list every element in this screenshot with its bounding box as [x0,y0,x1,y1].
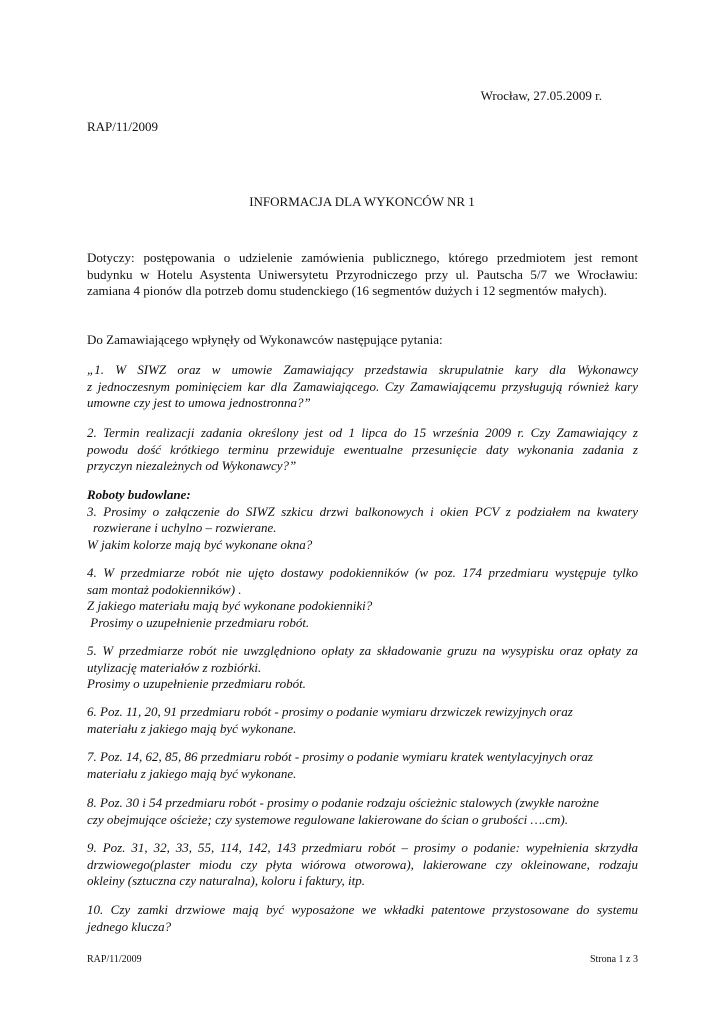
question-line: „1. W SIWZ oraz w umowie Zamawiający przedstawia skrupulatnie kary dla Wykonawcy [87,362,638,377]
subject-line: budynku w Hotelu Asystenta Uniwersytetu Przyrodniczego przy ul. Pautscha 5/7 we Wrocławiu: [87,266,638,282]
question-line: Z jakiego materiału mają być wykonane podokienniki? [87,598,373,613]
question-line: sam montaż podokienników) . [87,581,242,597]
question-line: utylizację materiałów z rozbiórki. [87,659,262,675]
question-2 [87,425,638,475]
question-line: 5. W przedmiarze robót nie uwzględniono opłaty za składowanie gruzu na wysypisku oraz opłaty za [87,643,638,658]
question-8 [87,795,638,828]
question-line: czy obejmujące ościeże; czy systemowe regulowane lakierowane do ścian o grubości ….cm). [87,811,569,827]
question-line: jednego klucza? [87,918,172,934]
question-line: 10. Czy zamki drzwiowe mają być wyposażone we wkładki patentowe przystosowane do systemu [87,902,638,917]
question-5 [87,643,638,693]
question-line: z jednoczesnym pominięciem kar dla Zamawiającego. Czy Zamawiającemu przysługują również kary [87,378,638,394]
question-line: materiału z jakiego mają być wykonane. [87,765,297,781]
question-line: W jakim kolorze mają być wykonane okna? [87,536,313,552]
question-line: rozwierane i uchylno – rozwierane. [93,520,277,535]
subject-line: Dotyczy: postępowania o udzielenie zamówienia publicznego, którego przedmiotem jest remont [87,250,638,265]
page-number: Strona 1 z 3 [589,954,638,965]
question-line: 9. Poz. 31, 32, 33, 55, 114, 142, 143 przedmiaru robót – prosimy o podanie: wypełnienia skrzydła [87,840,638,855]
document-title: INFORMACJA DLA WYKONCÓW NR 1 [249,194,475,209]
question-line: Prosimy o uzupełnienie przedmiaru robót. [87,614,310,630]
question-6 [87,704,638,737]
section-heading: Roboty budowlane: [87,487,191,502]
question-line: powodu dość krótkiego terminu przewiduje ewentualne przesunięcie daty wykonania zadania z [87,441,638,457]
question-1 [87,362,638,412]
question-7 [87,749,638,782]
question-3 [87,487,638,553]
question-line: Prosimy o uzupełnienie przedmiaru robót. [87,676,306,691]
question-9 [87,840,638,890]
question-line: okleiny (sztuczna czy naturalna), koloru i faktury, itp. [87,873,366,888]
question-line: przyczyn niezależnych od Wykonawcy?” [87,458,297,473]
subject-paragraph [87,250,638,300]
question-10 [87,902,638,935]
question-line: 4. W przedmiarze robót nie ujęto dostawy podokienników (w poz. 174 przedmiaru występuje tylko [87,565,638,580]
question-line: materiału z jakiego mają być wykonane. [87,720,297,736]
question-line: umowne czy jest to umowa jednostronna?” [87,395,311,410]
document-date: Wrocław, 27.05.2009 r. [480,88,602,103]
question-4 [87,565,638,631]
document-reference: RAP/11/2009 [87,119,159,134]
subject-line: zamiana 4 pionów dla potrzeb domu studenckiego (16 segmentów dużych i 12 segmentów małych). [87,283,607,298]
question-line: drzwiowego(plaster miodu czy płyta wiórowa otworowa), lakierowane czy okleinowane, rodzaju [87,856,638,872]
question-line: 7. Poz. 14, 62, 85, 86 przedmiaru robót - prosimy o podanie wymiaru kratek wentylacyjnych oraz [87,749,593,764]
question-line: 6. Poz. 11, 20, 91 przedmiaru robót - prosimy o podanie wymiaru drzwiczek rewizyjnych oraz [87,704,573,719]
intro-text: Do Zamawiającego wpłynęły od Wykonawców następujące pytania: [87,332,443,347]
footer-reference: RAP/11/2009 [87,954,142,965]
question-line: 3. Prosimy o załączenie do SIWZ szkicu drzwi balkonowych i okien PCV z podziałem na kwatery [87,503,638,519]
question-line: 2. Termin realizacji zadania określony jest od 1 lipca do 15 września 2009 r. Czy Zamawiający z [87,425,638,440]
question-line: 8. Poz. 30 i 54 przedmiaru robót - prosimy o podanie rodzaju ościeżnic stalowych (zwykłe narożne [87,795,599,810]
